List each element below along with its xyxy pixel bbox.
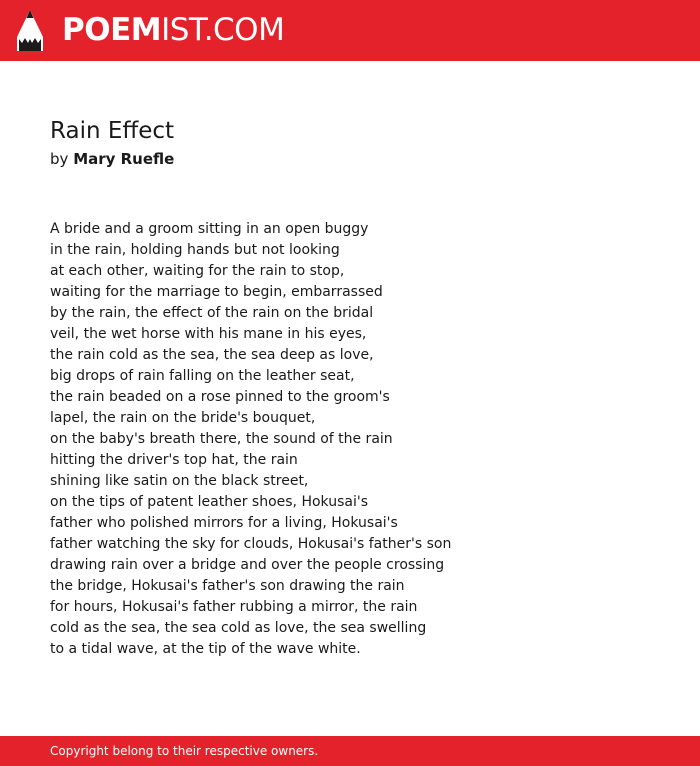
site-header (0, 0, 700, 61)
poem-line: A bride and a groom sitting in an open buggy (50, 221, 369, 237)
copyright-text: Copyright belong to their respective owners. (50, 744, 319, 758)
poem-line: to a tidal wave, at the tip of the wave white. (50, 641, 361, 657)
poem-line: lapel, the rain on the bride's bouquet, (50, 410, 316, 426)
site-logo[interactable] (62, 12, 284, 48)
author-name: Mary Ruefle (73, 150, 175, 168)
poem-line: the rain beaded on a rose pinned to the groom's (50, 389, 390, 405)
poem-line: the bridge, Hokusai's father's son drawing the rain (50, 578, 405, 594)
poem-line: the rain cold as the sea, the sea deep as love, (50, 347, 374, 363)
logo-bold-text: POEM (62, 12, 162, 48)
poem-body (50, 219, 670, 660)
poem-line: on the baby's breath there, the sound of the rain (50, 431, 393, 447)
poem-line: cold as the sea, the sea cold as love, the sea swelling (50, 620, 427, 636)
pencil-icon[interactable] (17, 10, 43, 51)
logo-light-text: IST.COM (161, 12, 285, 48)
poem-line: at each other, waiting for the rain to stop, (50, 263, 345, 279)
poem-line: father watching the sky for clouds, Hokusai's father's son (50, 536, 452, 552)
by-label: by (50, 150, 69, 168)
poem-title: Rain Effect (50, 118, 175, 144)
poem-line: veil, the wet horse with his mane in his eyes, (50, 326, 367, 342)
poem-line: hitting the driver's top hat, the rain (50, 452, 298, 468)
poem-line: father who polished mirrors for a living, Hokusai's (50, 515, 398, 531)
poem-line: waiting for the marriage to begin, embarrassed (50, 284, 383, 300)
poem-line: by the rain, the effect of the rain on the bridal (50, 305, 374, 321)
poem-line: for hours, Hokusai's father rubbing a mirror, the rain (50, 599, 418, 615)
site-footer (0, 736, 700, 766)
poem-line: on the tips of patent leather shoes, Hokusai's (50, 494, 369, 510)
poem-line: shining like satin on the black street, (50, 473, 309, 489)
poem-line: drawing rain over a bridge and over the people crossing (50, 557, 445, 573)
poem-line: in the rain, holding hands but not looking (50, 242, 340, 258)
byline (50, 148, 174, 170)
poem-line: big drops of rain falling on the leather seat, (50, 368, 355, 384)
